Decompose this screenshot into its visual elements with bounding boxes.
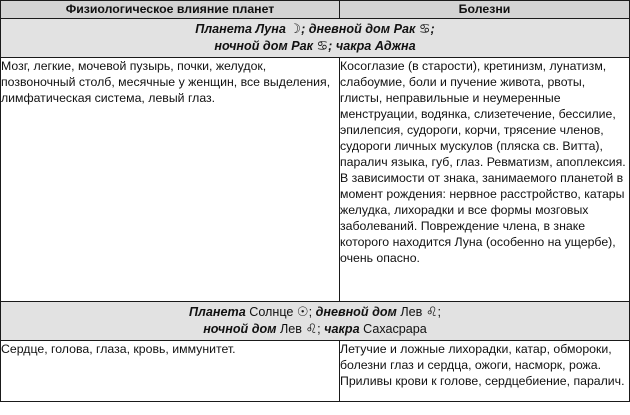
planet-name: Солнце <box>249 305 294 319</box>
diseases-text: Летучие и ложные лихорадки, катар, обмороки, болезни глаз и сердца, ожоги, насморк, рожа. Приливы крови к голове, сердцебиение, паралич. <box>340 342 625 388</box>
sun-symbol-icon: ☉ <box>296 305 309 320</box>
chakra-label: чакра <box>335 39 372 53</box>
cancer-symbol-icon: ♋ <box>316 39 329 54</box>
night-house-sign: Рак <box>291 39 314 53</box>
section-title-line-1: Планета Солнце ☉; дневной дом Лев ♌; <box>189 305 441 320</box>
section-band-moon <box>1 19 630 58</box>
leo-symbol-icon: ♌ <box>425 305 438 320</box>
column-header-diseases: Болезни <box>340 1 630 19</box>
night-house-label: ночной дом <box>203 322 277 336</box>
planet-label: Планета <box>189 305 246 319</box>
day-house-sign: Лев <box>400 305 423 319</box>
table-row <box>1 58 630 302</box>
day-house-label: дневной дом <box>308 22 391 36</box>
cancer-symbol-icon: ♋ <box>418 22 431 37</box>
planet-label: Планета <box>195 22 252 36</box>
planet-name: Луна <box>255 22 286 36</box>
table-row <box>1 341 630 402</box>
column-header-physiology: Физиологическое влияние планет <box>1 1 340 19</box>
diseases-cell <box>340 58 630 302</box>
section-title-line-2: ночной дом Рак ♋; чакра Аджна <box>214 39 416 54</box>
table-header-row <box>1 1 630 19</box>
chakra-label: чакра <box>324 322 360 336</box>
physiology-text: Сердце, голова, глаза, кровь, иммунитет. <box>1 342 236 356</box>
section-title-line-1: Планета Луна ☽; дневной дом Рак ♋; <box>195 22 435 37</box>
section-band-sun <box>1 302 630 341</box>
night-house-label: ночной дом <box>214 39 288 53</box>
diseases-text: Косоглазие (в старости), кретинизм, лунатизм, слабоумие, боли и пучение живота, рвоты, глисты, неправильные и неумеренные менструации, водянка, слизетечение, бессилие, эпилепсия, судороги, корчи, трясение членов, судороги личных мускулов (пляска св. Витта), паралич языка, губ, глаз. Ревматизм, апоплексия. В зависимости от знака, занимаемого планетой в момент рождения: нервное расстройство, катары желудка, лихорадки и все формы мозговых заболеваний. Повреждение члена, в знаке которого находится Луна (особенно на ущербе), очень опасно. <box>340 59 626 265</box>
leo-symbol-icon: ♌ <box>305 322 318 337</box>
chakra-name: Сахасрара <box>363 322 427 336</box>
moon-symbol-icon: ☽ <box>289 22 302 37</box>
section-title-sun <box>1 302 630 341</box>
day-house-sign: Рак <box>393 22 416 36</box>
day-house-label: дневной дом <box>315 305 397 319</box>
section-title-line-2: ночной дом Лев ♌; чакра Сахасрара <box>203 322 427 337</box>
physiology-text: Мозг, легкие, мочевой пузырь, почки, желудок, позвоночный столб, месячные у женщин, все выделения, лимфатическая система, левый глаз. <box>1 59 331 105</box>
physiology-cell <box>1 341 340 402</box>
diseases-cell <box>340 341 630 402</box>
night-house-sign: Лев <box>280 322 302 336</box>
physiology-cell <box>1 58 340 302</box>
chakra-name: Аджна <box>374 39 416 53</box>
section-title-moon <box>1 19 630 58</box>
